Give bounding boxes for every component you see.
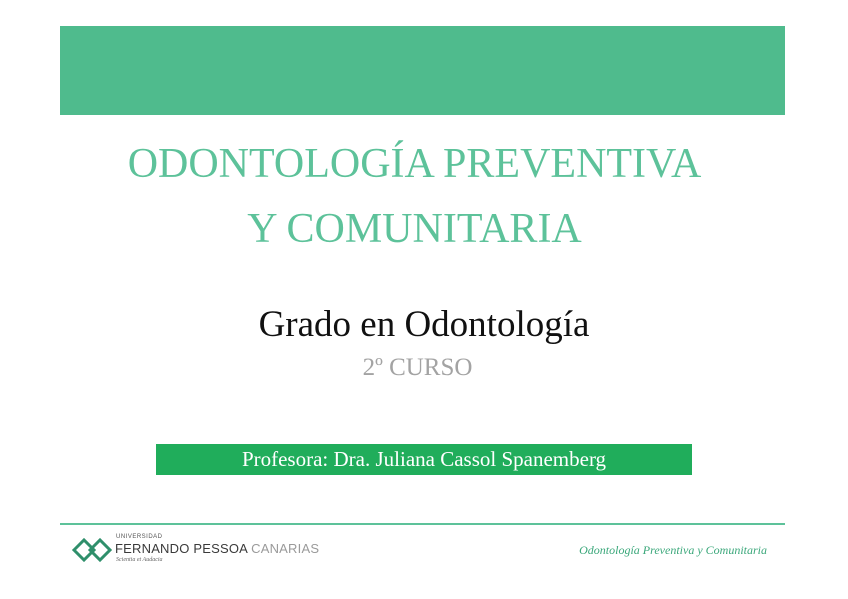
course-label: 2º CURSO [362, 354, 473, 381]
logo-name-main: FERNANDO PESSOA [115, 541, 248, 556]
degree-subtitle: Grado en Odontología [258, 304, 590, 345]
logo-tagline: Scientia et Audacia [116, 557, 163, 563]
logo-small-text: UNIVERSIDAD [116, 534, 163, 540]
title-line-1: ODONTOLOGÍA PREVENTIVA [127, 141, 702, 187]
professor-name: Profesora: Dra. Juliana Cassol Spanemberg [241, 447, 607, 471]
title-line-2: Y COMUNITARIA [247, 206, 582, 252]
top-banner [60, 26, 785, 115]
logo-name [115, 541, 319, 556]
logo-name-light: CANARIAS [247, 541, 320, 556]
professor-box [156, 444, 692, 475]
university-logo-icon [72, 535, 112, 565]
footer-divider [60, 523, 785, 525]
university-logo [72, 532, 332, 568]
footer-course-name: Odontología Preventiva y Comunitaria [579, 543, 767, 557]
